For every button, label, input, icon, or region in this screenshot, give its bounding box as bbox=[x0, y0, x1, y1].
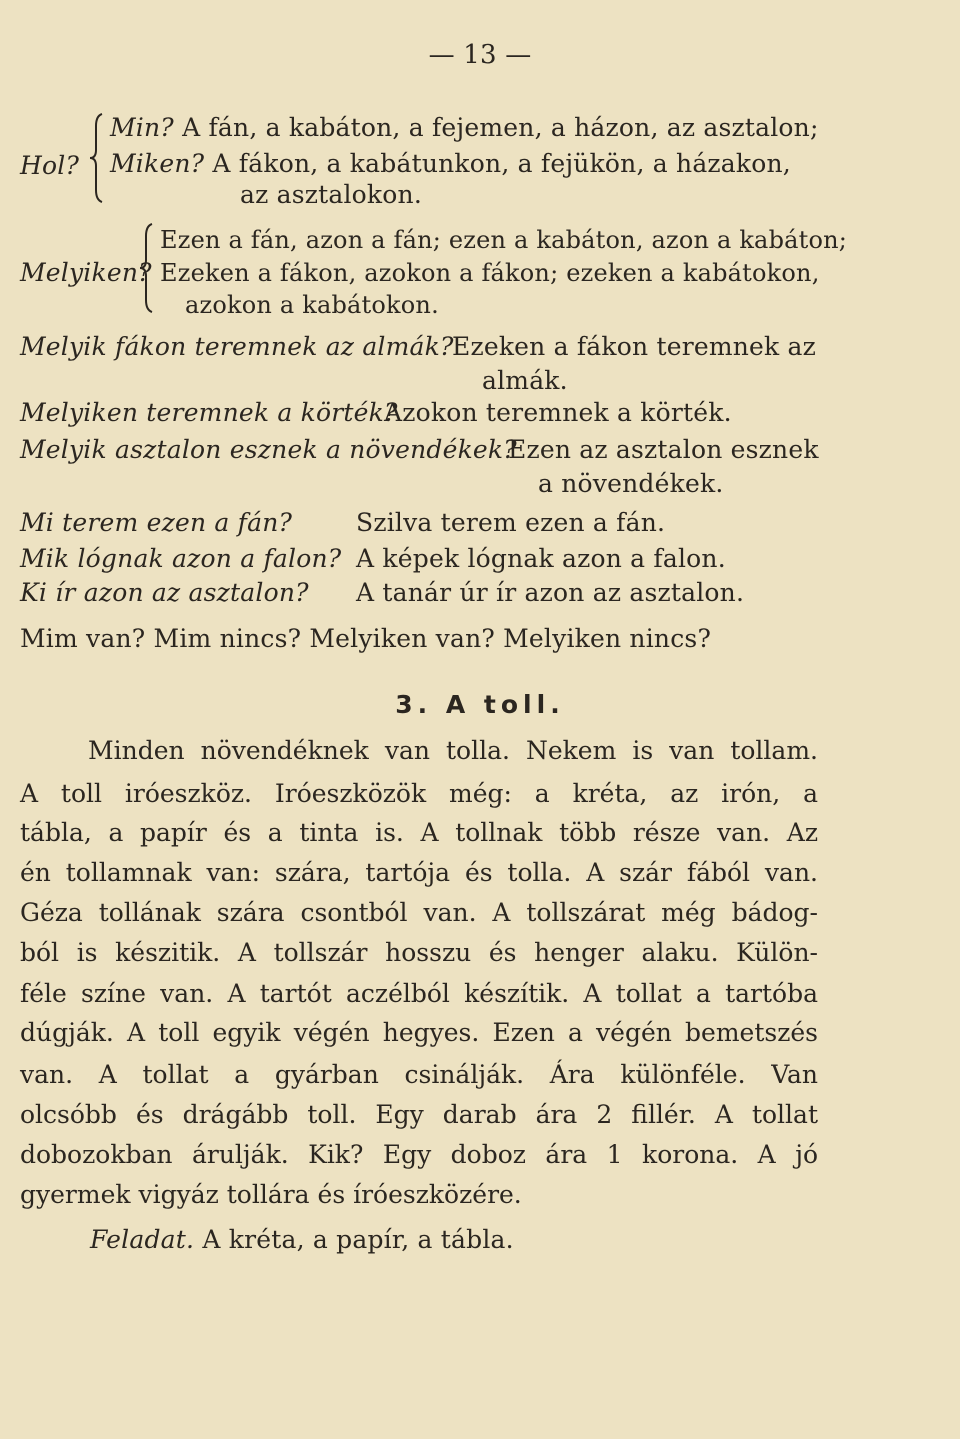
task-line bbox=[90, 1225, 514, 1255]
melyiken-brace bbox=[138, 222, 160, 318]
hol-brace bbox=[88, 112, 110, 208]
melyiken-line-1: Ezen a fán, azon a fán; ezen a kabáton, azon a kabáton; bbox=[160, 226, 848, 254]
paragraph-line-4: én tollamnak van: szára, tartója és tolla. A szár fából van. bbox=[20, 858, 818, 887]
answer-5: A képek lógnak azon a falon. bbox=[356, 544, 726, 573]
paragraph-line-9: van. A tollat a gyárban csinálják. Ára különféle. Van bbox=[20, 1060, 818, 1089]
question-1: Melyik fákon teremnek az almák? bbox=[20, 332, 454, 361]
hol-line-3: az asztalokon. bbox=[240, 180, 422, 209]
melyiken-line-2: Ezeken a fákon, azokon a fákon; ezeken a kabátokon, bbox=[160, 259, 820, 287]
paragraph-line-12: gyermek vigyáz tollára és íróeszközére. bbox=[20, 1180, 522, 1209]
question-6: Ki ír azon az asztalon? bbox=[20, 578, 309, 607]
paragraph-line-10: olcsóbb és drágább toll. Egy darab ára 2 fillér. A tollat bbox=[20, 1100, 818, 1129]
hol-line-1 bbox=[110, 113, 819, 143]
melyiken-label: Melyiken? bbox=[20, 258, 152, 287]
hol-line-2 bbox=[110, 149, 791, 179]
paragraph-line-3: tábla, a papír és a tinta is. A tollnak több része van. Az bbox=[20, 818, 818, 847]
answer-3: Ezen az asztalon esznek bbox=[508, 435, 819, 464]
question-2: Melyiken teremnek a körték? bbox=[20, 398, 398, 427]
paragraph-line-5: Géza tollának szára csontból van. A tollszárat még bádog- bbox=[20, 898, 818, 927]
task-text: A kréta, a papír, a tábla. bbox=[202, 1225, 514, 1254]
section-title: 3. A toll. bbox=[395, 690, 565, 719]
paragraph-line-7: féle színe van. A tartót aczélból készítik. A tollat a tartóba bbox=[20, 979, 818, 1008]
hol-a2: A fákon, a kabátunkon, a fejükön, a házakon, bbox=[212, 149, 791, 178]
hol-q1: Min? bbox=[110, 113, 174, 142]
hol-a1: A fán, a kabáton, a fejemen, a házon, az asztalon; bbox=[182, 113, 819, 142]
answer-2: Azokon teremnek a körték. bbox=[384, 398, 732, 427]
questions-line: Mim van? Mim nincs? Melyiken van? Melyiken nincs? bbox=[20, 624, 712, 653]
answer-1-cont: almák. bbox=[482, 366, 568, 395]
paragraph-line-2: A toll iróeszköz. Iróeszközök még: a kréta, az irón, a bbox=[20, 779, 818, 808]
task-label: Feladat. bbox=[90, 1225, 195, 1254]
hol-q2: Miken? bbox=[110, 149, 205, 178]
question-3: Melyik asztalon esznek a növendékek? bbox=[20, 435, 517, 464]
answer-4: Szilva terem ezen a fán. bbox=[356, 508, 666, 537]
answer-3-cont: a növendékek. bbox=[538, 469, 724, 498]
question-4: Mi terem ezen a fán? bbox=[20, 508, 293, 537]
hol-label: Hol? bbox=[20, 151, 80, 180]
paragraph-line-8: dúgják. A toll egyik végén hegyes. Ezen a végén bemetszés bbox=[20, 1018, 818, 1047]
paragraph-line-6: ból is készitik. A tollszár hosszu és henger alaku. Külön- bbox=[20, 938, 818, 967]
answer-6: A tanár úr ír azon az asztalon. bbox=[356, 578, 745, 607]
melyiken-line-3: azokon a kabátokon. bbox=[185, 291, 439, 319]
question-5: Mik lógnak azon a falon? bbox=[20, 544, 342, 573]
paragraph-line-1: Minden növendéknek van tolla. Nekem is van tollam. bbox=[88, 736, 818, 765]
page-number: — 13 — bbox=[428, 40, 532, 70]
paragraph-line-11: dobozokban árulják. Kik? Egy doboz ára 1 korona. A jó bbox=[20, 1140, 818, 1169]
answer-1: Ezeken a fákon teremnek az bbox=[452, 332, 817, 361]
